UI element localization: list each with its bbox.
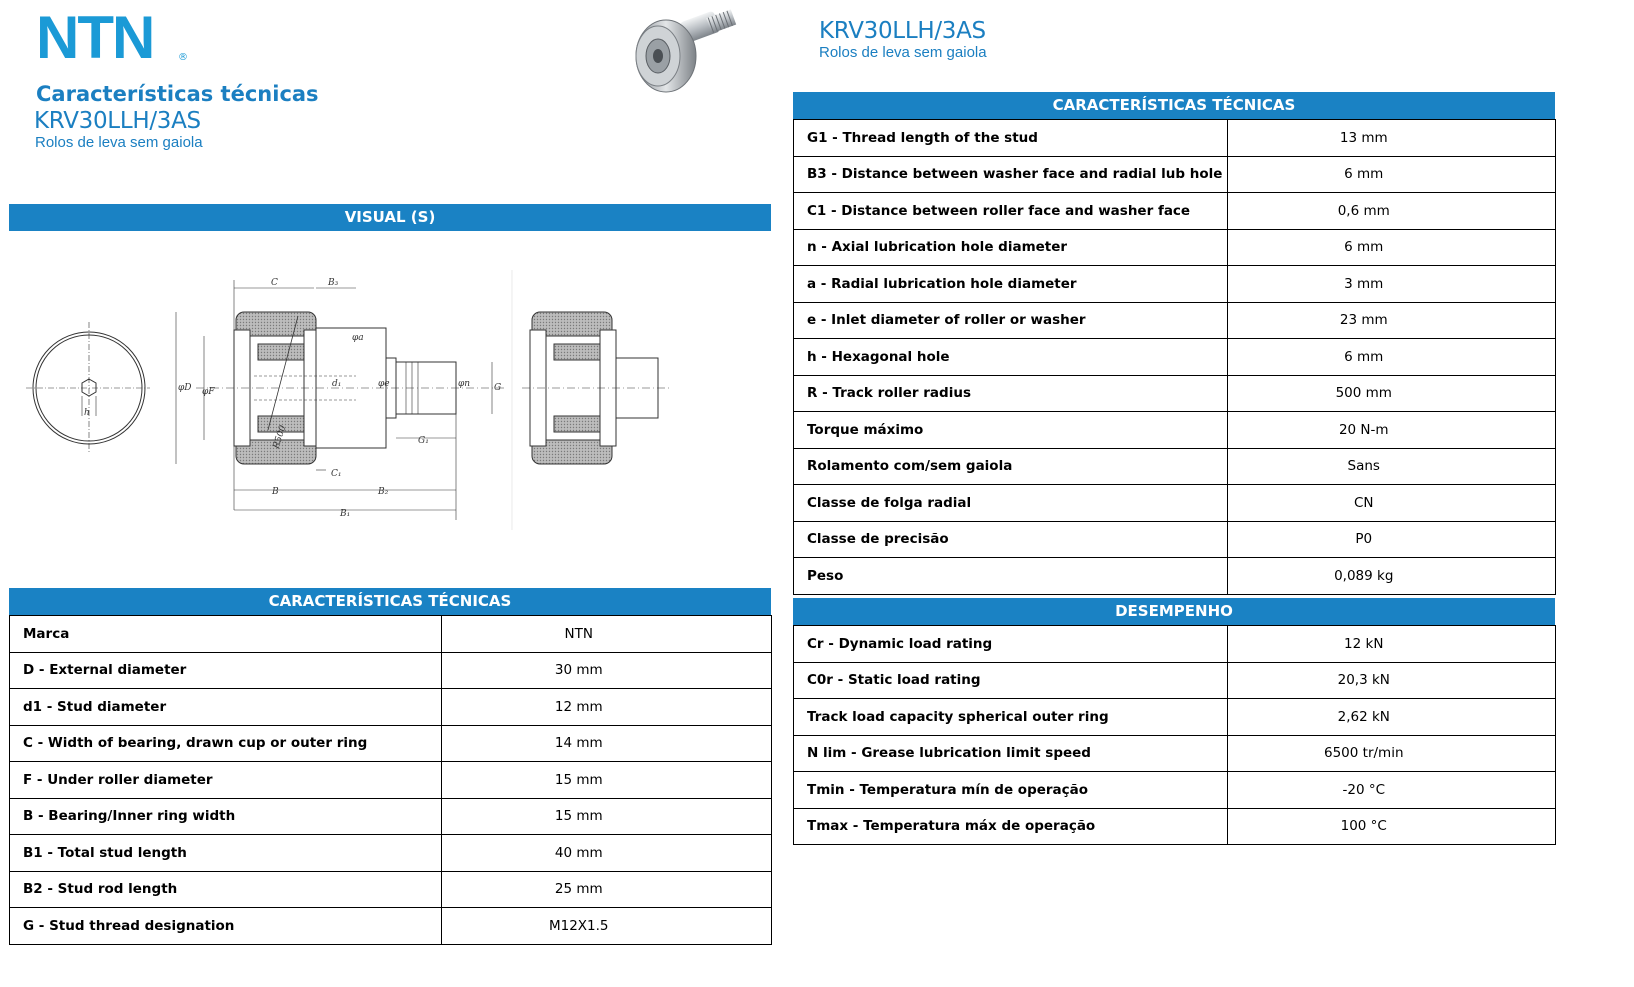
- drawing-label-b: B: [272, 487, 279, 497]
- right-product-subtitle: Rolos de leva sem gaiola: [819, 44, 987, 61]
- spacer-cell: [1500, 448, 1556, 485]
- spacer-cell: [716, 652, 772, 689]
- spec-value: -20 °C: [1228, 772, 1500, 809]
- spec-value: 15 mm: [442, 762, 716, 799]
- spec-value: 30 mm: [442, 652, 716, 689]
- drawing-label-d1: d₁: [332, 379, 342, 389]
- spec-label: a - Radial lubrication hole diameter: [794, 266, 1228, 303]
- spec-value: 25 mm: [442, 871, 716, 908]
- spec-value: 3 mm: [1228, 266, 1500, 303]
- spec-value: 6 mm: [1228, 339, 1500, 376]
- table-row: [10, 689, 772, 726]
- spacer-cell: [716, 871, 772, 908]
- drawing-label-c: C: [271, 278, 278, 288]
- spacer-cell: [1500, 558, 1556, 595]
- spec-value: 500 mm: [1228, 375, 1500, 412]
- table-row: [794, 735, 1556, 772]
- table-row: [10, 908, 772, 945]
- spacer-cell: [1500, 521, 1556, 558]
- spacer-cell: [1500, 339, 1556, 376]
- page-title: Características técnicas: [36, 82, 319, 106]
- table-row: [794, 662, 1556, 699]
- spacer-cell: [716, 908, 772, 945]
- table-row: [794, 302, 1556, 339]
- spec-label: Tmin - Temperatura mín de operação: [794, 772, 1228, 809]
- spacer-cell: [1500, 375, 1556, 412]
- performance-table-title: DESEMPENHO: [793, 598, 1555, 625]
- spec-label: Classe de precisão: [794, 521, 1228, 558]
- spacer-cell: [1500, 302, 1556, 339]
- spec-label: B1 - Total stud length: [10, 835, 442, 872]
- end-view: [26, 322, 150, 454]
- spacer-cell: [716, 798, 772, 835]
- table-row: [10, 798, 772, 835]
- drawing-label-b1: B₁: [340, 509, 351, 519]
- table-row: [10, 725, 772, 762]
- spacer-cell: [1500, 412, 1556, 449]
- spec-label: e - Inlet diameter of roller or washer: [794, 302, 1228, 339]
- spec-label: Cr - Dynamic load rating: [794, 626, 1228, 663]
- table-row: [10, 762, 772, 799]
- left-table-title: CARACTERÍSTICAS TÉCNICAS: [9, 588, 771, 615]
- table-row: [794, 193, 1556, 230]
- spec-label: C0r - Static load rating: [794, 662, 1228, 699]
- spacer-cell: [716, 616, 772, 653]
- spec-label: h - Hexagonal hole: [794, 339, 1228, 376]
- table-row: [794, 412, 1556, 449]
- spec-label: Track load capacity spherical outer ring: [794, 699, 1228, 736]
- spec-value: 23 mm: [1228, 302, 1500, 339]
- right-spec-table: [793, 119, 1556, 595]
- spec-label: C1 - Distance between roller face and washer face: [794, 193, 1228, 230]
- table-row: [10, 871, 772, 908]
- spec-label: Peso: [794, 558, 1228, 595]
- right-table-title: CARACTERÍSTICAS TÉCNICAS: [793, 92, 1555, 119]
- table-row: [794, 485, 1556, 522]
- spec-label: B - Bearing/Inner ring width: [10, 798, 442, 835]
- drawing-label-a: φa: [352, 333, 364, 343]
- table-row: [794, 339, 1556, 376]
- table-row: [794, 156, 1556, 193]
- ntn-logo: [36, 10, 196, 66]
- spec-value: 100 °C: [1228, 808, 1500, 845]
- drawing-label-g1: G₁: [418, 436, 429, 446]
- spec-label: N lim - Grease lubrication limit speed: [794, 735, 1228, 772]
- spacer-cell: [716, 689, 772, 726]
- spec-value: 6 mm: [1228, 229, 1500, 266]
- spacer-cell: [1500, 156, 1556, 193]
- table-row: [794, 448, 1556, 485]
- logo-text: NTN: [36, 10, 154, 66]
- drawing-label-b2: B₂: [378, 487, 389, 497]
- table-row: [794, 772, 1556, 809]
- spec-label: Classe de folga radial: [794, 485, 1228, 522]
- spec-value: 6500 tr/min: [1228, 735, 1500, 772]
- drawing-label-c1: C₁: [331, 469, 342, 479]
- product-subtitle: Rolos de leva sem gaiola: [35, 134, 203, 151]
- spec-value: 15 mm: [442, 798, 716, 835]
- spec-label: Tmax - Temperatura máx de operação: [794, 808, 1228, 845]
- table-row: [10, 835, 772, 872]
- spec-value: 20,3 kN: [1228, 662, 1500, 699]
- table-row: [794, 266, 1556, 303]
- performance-table: [793, 625, 1556, 845]
- table-row: [794, 626, 1556, 663]
- table-row: [794, 808, 1556, 845]
- drawing-label-f: φF: [202, 387, 215, 397]
- spacer-cell: [1500, 626, 1556, 663]
- drawing-label-h: h: [84, 408, 90, 418]
- product-model: KRV30LLH/3AS: [34, 108, 201, 134]
- registered-mark: ®: [178, 52, 188, 63]
- spec-label: B2 - Stud rod length: [10, 871, 442, 908]
- table-row: [794, 120, 1556, 157]
- spacer-cell: [716, 725, 772, 762]
- spacer-cell: [1500, 772, 1556, 809]
- spec-label: F - Under roller diameter: [10, 762, 442, 799]
- drawing-label-d: φD: [178, 383, 192, 393]
- spec-label: B3 - Distance between washer face and radial lub hole: [794, 156, 1228, 193]
- table-row: [794, 375, 1556, 412]
- spec-label: R - Track roller radius: [794, 375, 1228, 412]
- drawing-label-r: R500: [271, 424, 289, 451]
- spec-label: G - Stud thread designation: [10, 908, 442, 945]
- right-product-model: KRV30LLH/3AS: [819, 18, 986, 44]
- spacer-cell: [1500, 662, 1556, 699]
- spec-label: Torque máximo: [794, 412, 1228, 449]
- spec-value: 40 mm: [442, 835, 716, 872]
- spec-value: M12X1.5: [442, 908, 716, 945]
- spacer-cell: [1500, 120, 1556, 157]
- spec-label: Rolamento com/sem gaiola: [794, 448, 1228, 485]
- spec-value: 20 N-m: [1228, 412, 1500, 449]
- drawing-label-g: G: [494, 383, 502, 393]
- left-spec-table: [9, 615, 772, 945]
- spec-value: CN: [1228, 485, 1500, 522]
- spec-value: Sans: [1228, 448, 1500, 485]
- spec-label: D - External diameter: [10, 652, 442, 689]
- spec-value: 12 mm: [442, 689, 716, 726]
- alt-section-view: [512, 270, 672, 530]
- table-row: [794, 521, 1556, 558]
- spacer-cell: [1500, 193, 1556, 230]
- spacer-cell: [1500, 485, 1556, 522]
- spec-value: 0,6 mm: [1228, 193, 1500, 230]
- spacer-cell: [716, 762, 772, 799]
- spacer-cell: [1500, 266, 1556, 303]
- spec-value: 13 mm: [1228, 120, 1500, 157]
- table-row: [794, 229, 1556, 266]
- spacer-cell: [1500, 699, 1556, 736]
- technical-drawing: [26, 270, 706, 540]
- spec-value: 2,62 kN: [1228, 699, 1500, 736]
- spec-value: 12 kN: [1228, 626, 1500, 663]
- spacer-cell: [1500, 229, 1556, 266]
- spec-label: d1 - Stud diameter: [10, 689, 442, 726]
- spacer-cell: [1500, 735, 1556, 772]
- table-row: [794, 699, 1556, 736]
- table-row: [794, 558, 1556, 595]
- drawing-label-e: φe: [378, 379, 390, 389]
- spec-label: C - Width of bearing, drawn cup or outer ring: [10, 725, 442, 762]
- spacer-cell: [1500, 808, 1556, 845]
- drawing-label-b3: B₃: [328, 278, 339, 288]
- spec-value: 6 mm: [1228, 156, 1500, 193]
- spec-value: P0: [1228, 521, 1500, 558]
- spec-label: G1 - Thread length of the stud: [794, 120, 1228, 157]
- spec-value: NTN: [442, 616, 716, 653]
- table-row: [10, 652, 772, 689]
- visual-section-title: VISUAL (S): [9, 204, 771, 231]
- spacer-cell: [716, 835, 772, 872]
- product-image: [630, 2, 740, 98]
- spec-value: 0,089 kg: [1228, 558, 1500, 595]
- drawing-label-n: φn: [458, 379, 471, 389]
- table-row: [10, 616, 772, 653]
- spec-value: 14 mm: [442, 725, 716, 762]
- spec-label: n - Axial lubrication hole diameter: [794, 229, 1228, 266]
- spec-label: Marca: [10, 616, 442, 653]
